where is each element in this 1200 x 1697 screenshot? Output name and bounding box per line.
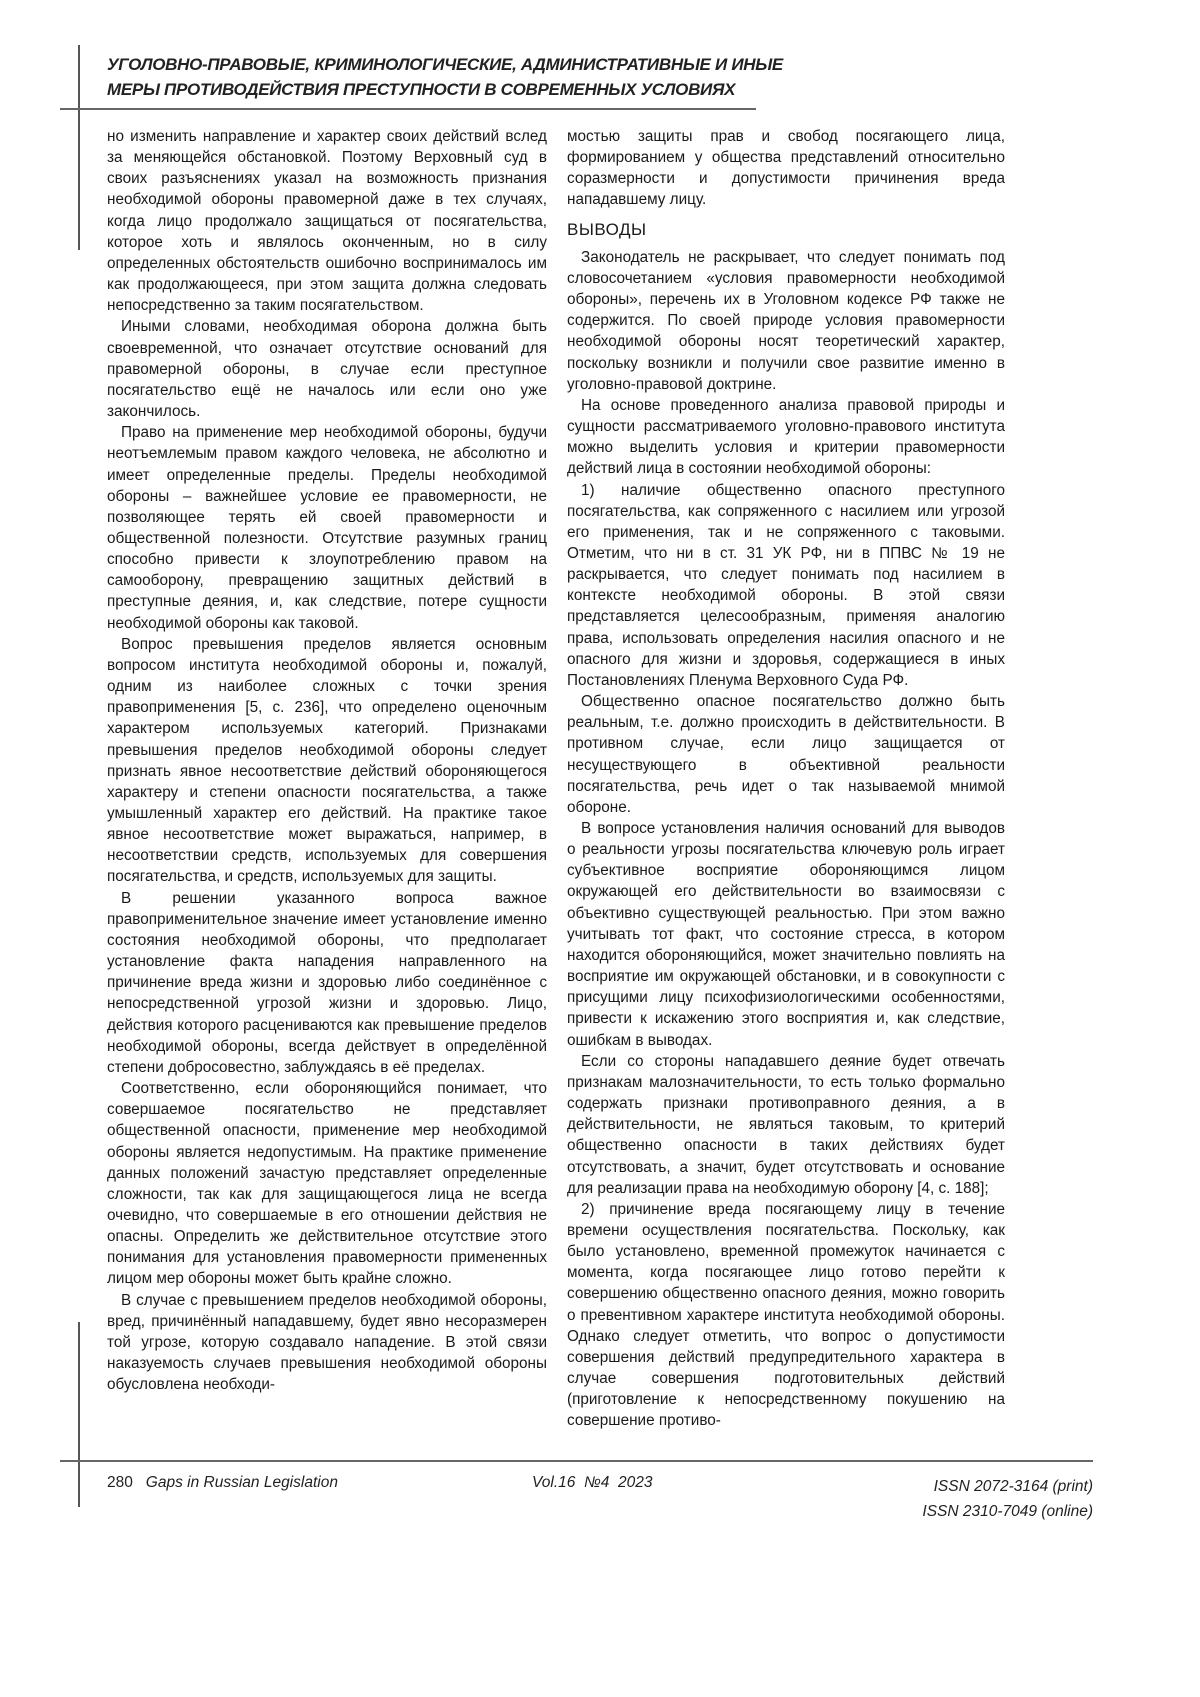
right-column (567, 126, 1005, 1432)
paragraph: В вопросе установления наличия оснований для выводов о реальности угрозы посягательства ключевую роль играет субъективное восприятие обороняющимся лицом окружающей его действительности во взаимосвязи с объективно существующей реальностью. При этом важно учитывать тот факт, что состояние стресса, в котором находится обороняющийся, может значительно повлиять на восприятие им окружающей обстановки, и в совокупности с присущими лицу психофизиологическими особенностями, привести к искажению этого восприятия и, как следствие, ошибкам в выводах. (567, 818, 1005, 1051)
issue-info: Vol.16 №4 2023 (532, 1474, 653, 1492)
issn-print: ISSN 2072-3164 (print) (922, 1474, 1093, 1499)
paragraph: В решении указанного вопроса важное правоприменительное значение имеет установление именно состояния необходимой обороны, что предполагает установление факта нападения направленного на причинение вреда жизни и здоровью либо соединённое с непосредственной угрозой жизни и здоровью. Лицо, действия которого расцениваются как превышение пределов необходимой обороны, всегда действует в определённой степени добросовестно, заблуждаясь в её пределах. (107, 888, 547, 1078)
footer-right (922, 1474, 1093, 1524)
page-number: 280 (107, 1474, 133, 1491)
footer-rule (60, 1460, 1093, 1462)
paragraph: 1) наличие общественно опасного преступного посягательства, как сопряженного с насилием или угрозой его применения, так и не сопряженного с таковыми. Отметим, что ни в ст. 31 УК РФ, ни в ППВС № 19 не раскрывается, что следует понимать под насилием в контексте необходимой обороны. В этой связи представляется целесообразным, применяя аналогию права, использовать определения насилия опасного и не опасного для жизни и здоровья, содержащиеся в иных Постановлениях Пленума Верховного Суда РФ. (567, 480, 1005, 692)
header-line-1: УГОЛОВНО-ПРАВОВЫЕ, КРИМИНОЛОГИЧЕСКИЕ, АДМИНИСТРАТИВНЫЕ И ИНЫЕ (107, 52, 783, 77)
paragraph: Иными словами, необходимая оборона должна быть своевременной, что означает отсутствие оснований для правомерной обороны, в случае если преступное посягательство ещё не началось или если оно уже закончилось. (107, 316, 547, 422)
paragraph: Общественно опасное посягательство должно быть реальным, т.е. должно происходить в действительности. В противном случае, если лицо защищается от несуществующего в объективной реальности посягательства, речь идет о так называемой мнимой обороне. (567, 691, 1005, 818)
paragraph: мостью защиты прав и свобод посягающего лица, формированием у общества представлений относительно соразмерности и допустимости причинения вреда нападавшему лицу. (567, 126, 1005, 211)
paragraph: но изменить направление и характер своих действий вслед за меняющейся обстановкой. Поэтому Верховный суд в своих разъяснениях указал на возможность признания необходимой обороны правомерной даже в тех случаях, когда лицо продолжало защищаться от посягательства, которое хоть и являлось оконченным, но в силу определенных обстоятельств ошибочно воспринималось им как продолжающееся, при этом защита должна следовать непосредственно за таким посягательством. (107, 126, 547, 316)
top-margin-line (78, 45, 80, 250)
section-heading: ВЫВОДЫ (567, 219, 1005, 240)
bottom-margin-line (78, 1322, 80, 1507)
header-line-2: МЕРЫ ПРОТИВОДЕЙСТВИЯ ПРЕСТУПНОСТИ В СОВРЕМЕННЫХ УСЛОВИЯХ (107, 77, 783, 102)
header-rule (60, 108, 756, 110)
paragraph: На основе проведенного анализа правовой природы и сущности рассматриваемого уголовно-правового института можно выделить условия и критерии правомерности действий лица в состоянии необходимой обороны: (567, 395, 1005, 480)
paragraph: Право на применение мер необходимой обороны, будучи неотъемлемым правом каждого человека, не абсолютно и имеет определенные пределы. Пределы необходимой обороны – важнейшее условие ее правомерности, не позволяющее терять ей своей правомерности и общественной полезности. Отсутствие разумных границ способно привести к злоупотреблению правом на самооборону, превращению защитных действий в преступные деяния, и, как следствие, потере сущности необходимой обороны как таковой. (107, 422, 547, 634)
running-header (107, 52, 783, 102)
left-column (107, 126, 547, 1395)
paragraph: Вопрос превышения пределов является основным вопросом института необходимой обороны и, пожалуй, одним из наиболее сложных с точки зрения правоприменения [5, с. 236], что определено оценочным характером используемых категорий. Признаками превышения пределов необходимой обороны следует признать явное несоответствие действий обороняющегося характеру и степени опасности посягательства, а также умышленный характер его действий. На практике такое явное несоответствие может выражаться, например, в несоответствии средств, используемых для совершения посягательства, и средств, используемых для защиты. (107, 634, 547, 888)
paragraph: Законодатель не раскрывает, что следует понимать под словосочетанием «условия правомерности необходимой обороны», перечень их в Уголовном кодексе РФ также не содержится. По своей природе условия правомерности необходимой обороны носят теоретический характер, поскольку возникли и получили свое развитие именно в уголовно-правовой доктрине. (567, 247, 1005, 395)
paragraph: Если со стороны нападавшего деяние будет отвечать признакам малозначительности, то есть только формально содержать признаки противоправного деяния, а в действительности, не являться таковым, то критерий общественно опасности в таких действиях будет отсутствовать, а значит, будет отсутствовать и основание для реализации права на необходимую оборону [4, с. 188]; (567, 1051, 1005, 1199)
footer-left (107, 1474, 338, 1492)
journal-name: Gaps in Russian Legislation (146, 1474, 338, 1491)
issn-online: ISSN 2310-7049 (online) (922, 1499, 1093, 1524)
paragraph: 2) причинение вреда посягающему лицу в течение времени осуществления посягательства. Поскольку, как было установлено, временной промежуток начинается с момента, когда посягающее лицо готово перейти к совершению общественно опасного деяния, можно говорить о превентивном характере института необходимой обороны. Однако следует отметить, что вопрос о допустимости совершения действий предупредительного характера в случае совершения подготовительных действий (приготовление к непосредственному покушению на совершение противо- (567, 1199, 1005, 1432)
paragraph: Соответственно, если обороняющийся понимает, что совершаемое посягательство не представляет общественной опасности, применение мер необходимой обороны является недопустимым. На практике применение данных положений зачастую представляет определенные сложности, так как для защищающегося лица не всегда очевидно, что совершаемые в его отношении действия не опасны. Определить же действительное отсутствие этого понимания для установления правомерности примененных лицом мер обороны может быть крайне сложно. (107, 1078, 547, 1290)
paragraph: В случае с превышением пределов необходимой обороны, вред, причинённый нападавшему, будет явно несоразмерен той угрозе, которую создавало нападение. В этой связи наказуемость случаев превышения необходимой обороны обусловлена необходи- (107, 1290, 547, 1396)
